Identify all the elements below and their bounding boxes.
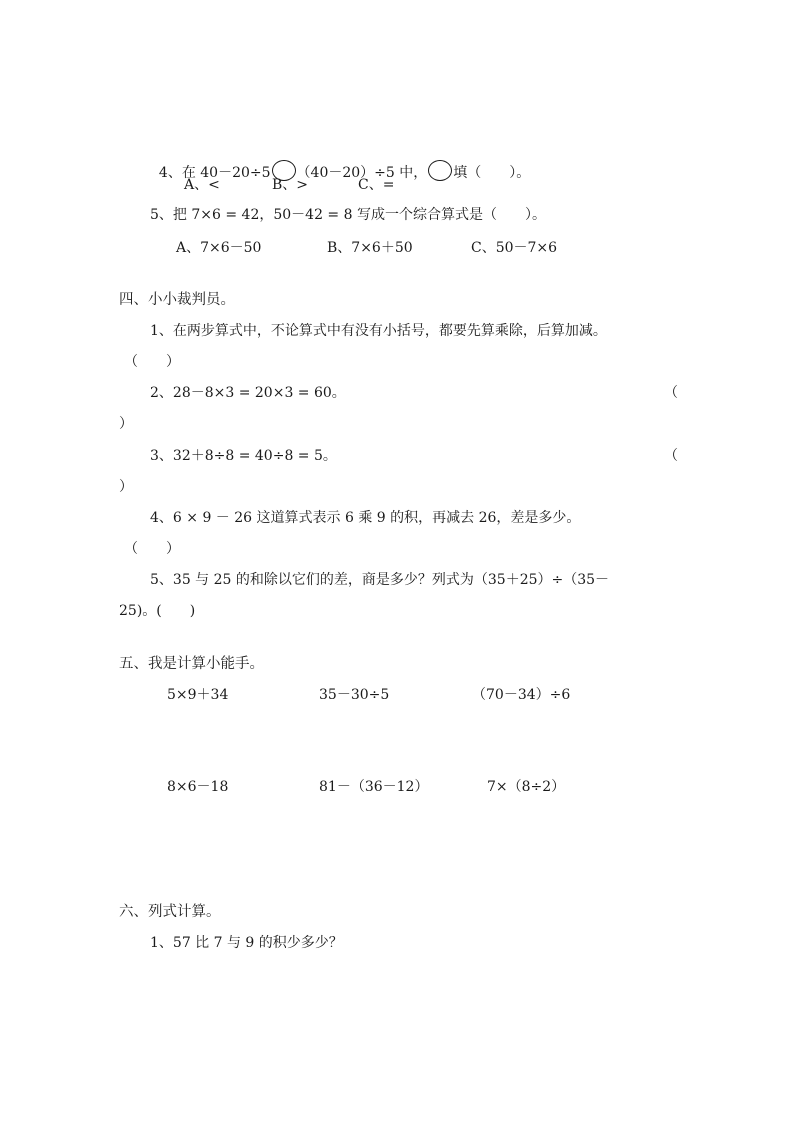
word-problem-1: 1、57 比 7 与 9 的积少多少？ bbox=[150, 935, 343, 951]
question-4-part-b: （40－20）÷5 中， bbox=[296, 165, 428, 181]
q5-option-a: A、7×6－50 bbox=[176, 240, 262, 256]
judge-item-4: 4、6 × 9 － 26 这道算式表示 6 乘 9 的积，再减去 26，差是多少。 bbox=[150, 510, 581, 526]
q5-option-b: B、7×6＋50 bbox=[327, 240, 413, 256]
section-5-title: 五、我是计算小能手。 bbox=[119, 656, 264, 672]
q4-option-b: B、> bbox=[272, 177, 309, 193]
question-4-part-a: 4、在 40－20÷5 bbox=[158, 165, 271, 181]
section-4-title: 四、小小裁判员。 bbox=[119, 292, 235, 308]
judge-item-5: 5、35 与 25 的和除以它们的差，商是多少？列式为（35＋25）÷（35－ bbox=[150, 572, 610, 588]
calc-3: （70－34）÷6 bbox=[472, 687, 571, 703]
question-4-part-c: 填（ ）。 bbox=[453, 165, 531, 181]
judge-item-3-paren-close: ） bbox=[119, 479, 133, 495]
judge-item-5-cont: 25)。( ) bbox=[119, 603, 196, 619]
judge-item-3-paren-open: （ bbox=[664, 448, 678, 464]
calc-6: 7×（8÷2） bbox=[487, 779, 566, 795]
q4-option-a: A、< bbox=[184, 177, 220, 193]
judge-item-2-paren-close: ） bbox=[119, 416, 133, 432]
calc-4: 8×6－18 bbox=[167, 779, 229, 795]
judge-item-2: 2、28－8×3 = 20×3 = 60。 bbox=[150, 385, 346, 401]
judge-item-3: 3、32＋8÷8 = 40÷8 = 5。 bbox=[150, 448, 337, 464]
q4-option-c: C、= bbox=[358, 177, 395, 193]
calc-5: 81－（36－12） bbox=[319, 779, 429, 795]
judge-item-1-answer: （ ） bbox=[124, 354, 180, 370]
judge-item-2-paren-open: （ bbox=[664, 385, 678, 401]
section-6-title: 六、列式计算。 bbox=[119, 904, 221, 920]
calc-2: 35－30÷5 bbox=[319, 687, 390, 703]
circle-blank-2 bbox=[428, 160, 452, 181]
question-5: 5、把 7×6 = 42，50－42 = 8 写成一个综合算式是（ ）。 bbox=[150, 207, 546, 223]
q5-option-c: C、50－7×6 bbox=[471, 240, 558, 256]
judge-item-1: 1、在两步算式中，不论算式中有没有小括号，都要先算乘除，后算加减。 bbox=[150, 323, 607, 339]
calc-1: 5×9＋34 bbox=[167, 687, 229, 703]
judge-item-4-answer: （ ） bbox=[124, 541, 180, 557]
